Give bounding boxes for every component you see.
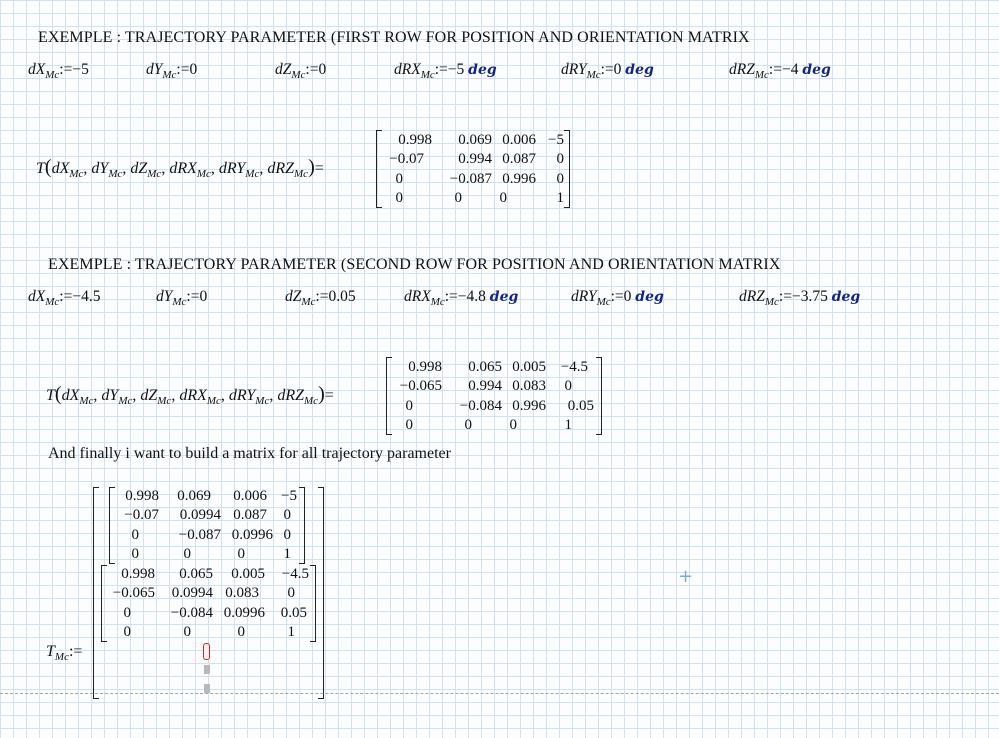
matrix-cell: 0.0994	[171, 585, 213, 601]
var-definition[interactable]: dRY$_{Mc}$:=0 deg	[571, 288, 664, 308]
function-eval-1[interactable]: $T(dX_{Mc}$, $dY_{Mc}$, $dZ_{Mc}$, dRX$_{Mc}$, dRY$_{Mc}$, dRZ$_{Mc}$)=	[36, 156, 324, 180]
matrix-cell: 0	[509, 417, 517, 433]
matrix-cell: 0.0996	[231, 527, 273, 543]
var-definition[interactable]: $dY_{Mc}:=0$	[156, 288, 208, 308]
matrix-cell: 0	[183, 546, 191, 562]
var-definition[interactable]: $dY_{Mc}:=0$	[146, 61, 198, 81]
result-matrix-2[interactable]	[386, 357, 602, 435]
matrix-cell: 0.998	[398, 132, 432, 148]
matrix-cell: 0	[131, 546, 139, 562]
matrix-cell: −0.065	[399, 378, 442, 394]
matrix-cell: 0.996	[512, 398, 546, 414]
empty-placeholder[interactable]	[204, 684, 210, 693]
matrix-cell: 0	[287, 585, 295, 601]
matrix-cell: 0	[123, 605, 131, 621]
matrix-cell: 0	[395, 171, 403, 187]
matrix-cell: 1	[564, 417, 572, 433]
matrix-cell: 0.0996	[223, 605, 265, 621]
matrix-cell: 1	[287, 624, 295, 640]
matrix-cell: −0.087	[449, 171, 492, 187]
matrix-cell: 0	[556, 151, 564, 167]
matrix-cell: 0.087	[233, 507, 267, 523]
function-eval-2[interactable]: $T(dX_{Mc}$, $dY_{Mc}$, $dZ_{Mc}$, dRX$_{Mc}$, dRY$_{Mc}$, dRZ$_{Mc}$)=	[46, 383, 334, 407]
matrix-cell: 0	[131, 527, 139, 543]
matrix-cell: −0.087	[178, 527, 221, 543]
tmc-definition-label[interactable]: $T_{Mc}:=$	[46, 643, 83, 663]
matrix-cell: −0.07	[389, 151, 424, 167]
section-heading-1[interactable]: EXEMPLE : TRAJECTORY PARAMETER (FIRST ROW FOR POSITION AND ORIENTATION MATRIX	[38, 29, 750, 46]
matrix-cell: 0	[183, 624, 191, 640]
matrix-cell: 0	[237, 546, 245, 562]
matrix-cell: −0.084	[459, 398, 502, 414]
matrix-cell: −5	[548, 132, 564, 148]
var-definition[interactable]: $dZ_{Mc}:=0$	[275, 61, 327, 81]
var-definition[interactable]: dRX$_{Mc}$:=−4.8 deg	[404, 288, 519, 308]
var-definition[interactable]: dRX$_{Mc}$:=−5 deg	[394, 61, 497, 81]
matrix-cell: 0.087	[502, 151, 536, 167]
matrix-cell: 0.065	[179, 566, 213, 582]
matrix-cell: 0.998	[121, 566, 155, 582]
matrix-cell: 0.083	[225, 585, 259, 601]
matrix-cell: 0.069	[458, 132, 492, 148]
nested-matrix-inner-1[interactable]	[109, 487, 305, 564]
matrix-cell: 0	[405, 417, 413, 433]
matrix-cell: 0	[556, 171, 564, 187]
matrix-cell: 0.994	[468, 378, 502, 394]
var-definition[interactable]: $dX_{Mc}:=-4.5$	[28, 288, 101, 308]
matrix-cell: 0.006	[233, 488, 267, 504]
matrix-cell: 0.998	[408, 359, 442, 375]
matrix-cell: 0	[499, 190, 507, 206]
matrix-cell: 0	[283, 507, 291, 523]
matrix-cell: 0	[454, 190, 462, 206]
matrix-cell: 0.05	[280, 605, 307, 621]
empty-placeholder-active[interactable]	[203, 643, 210, 660]
var-definition[interactable]: $dZ_{Mc}:=0.05$	[285, 288, 356, 308]
nested-matrix-outer[interactable]	[93, 487, 324, 699]
matrix-cell: −4.5	[560, 359, 588, 375]
crosshair-cursor-icon: +	[678, 566, 694, 587]
matrix-cell: 0	[464, 417, 472, 433]
matrix-cell: 0.996	[502, 171, 536, 187]
matrix-cell: 0	[123, 624, 131, 640]
matrix-cell: 1	[283, 546, 291, 562]
matrix-cell: 0.0994	[179, 507, 221, 523]
page-break-divider	[0, 693, 999, 694]
matrix-cell: 0	[237, 624, 245, 640]
text-region[interactable]: And finally i want to build a matrix for all trajectory parameter	[48, 445, 451, 462]
var-definition[interactable]: dRZ$_{Mc}$:=−3.75 deg	[739, 288, 861, 308]
empty-placeholder[interactable]	[204, 665, 210, 674]
matrix-cell: −0.084	[170, 605, 213, 621]
result-matrix-1[interactable]	[376, 130, 570, 208]
matrix-cell: 0.005	[231, 566, 265, 582]
matrix-cell: 0.069	[177, 488, 211, 504]
matrix-cell: −4.5	[281, 566, 309, 582]
matrix-cell: 0.006	[502, 132, 536, 148]
var-definition[interactable]: $dX_{Mc}:=-5$	[28, 61, 89, 81]
var-definition[interactable]: dRY$_{Mc}$:=0 deg	[561, 61, 654, 81]
section-heading-2[interactable]: EXEMPLE : TRAJECTORY PARAMETER (SECOND ROW FOR POSITION AND ORIENTATION MATRIX	[48, 256, 781, 273]
matrix-cell: 0.065	[468, 359, 502, 375]
matrix-cell: 0	[405, 398, 413, 414]
matrix-cell: 0	[283, 527, 291, 543]
matrix-cell: 0.083	[512, 378, 546, 394]
matrix-cell: 0	[395, 190, 403, 206]
matrix-cell: 1	[556, 190, 564, 206]
matrix-cell: −0.07	[124, 507, 159, 523]
matrix-cell: 0	[564, 378, 572, 394]
nested-matrix-inner-2[interactable]	[101, 565, 316, 642]
matrix-cell: 0.05	[567, 398, 594, 414]
matrix-cell: 0.994	[458, 151, 492, 167]
matrix-cell: 0.005	[512, 359, 546, 375]
matrix-cell: 0.998	[125, 488, 159, 504]
var-definition[interactable]: dRZ$_{Mc}$:=−4 deg	[729, 61, 831, 81]
matrix-cell: −0.065	[112, 585, 155, 601]
matrix-cell: −5	[281, 488, 297, 504]
